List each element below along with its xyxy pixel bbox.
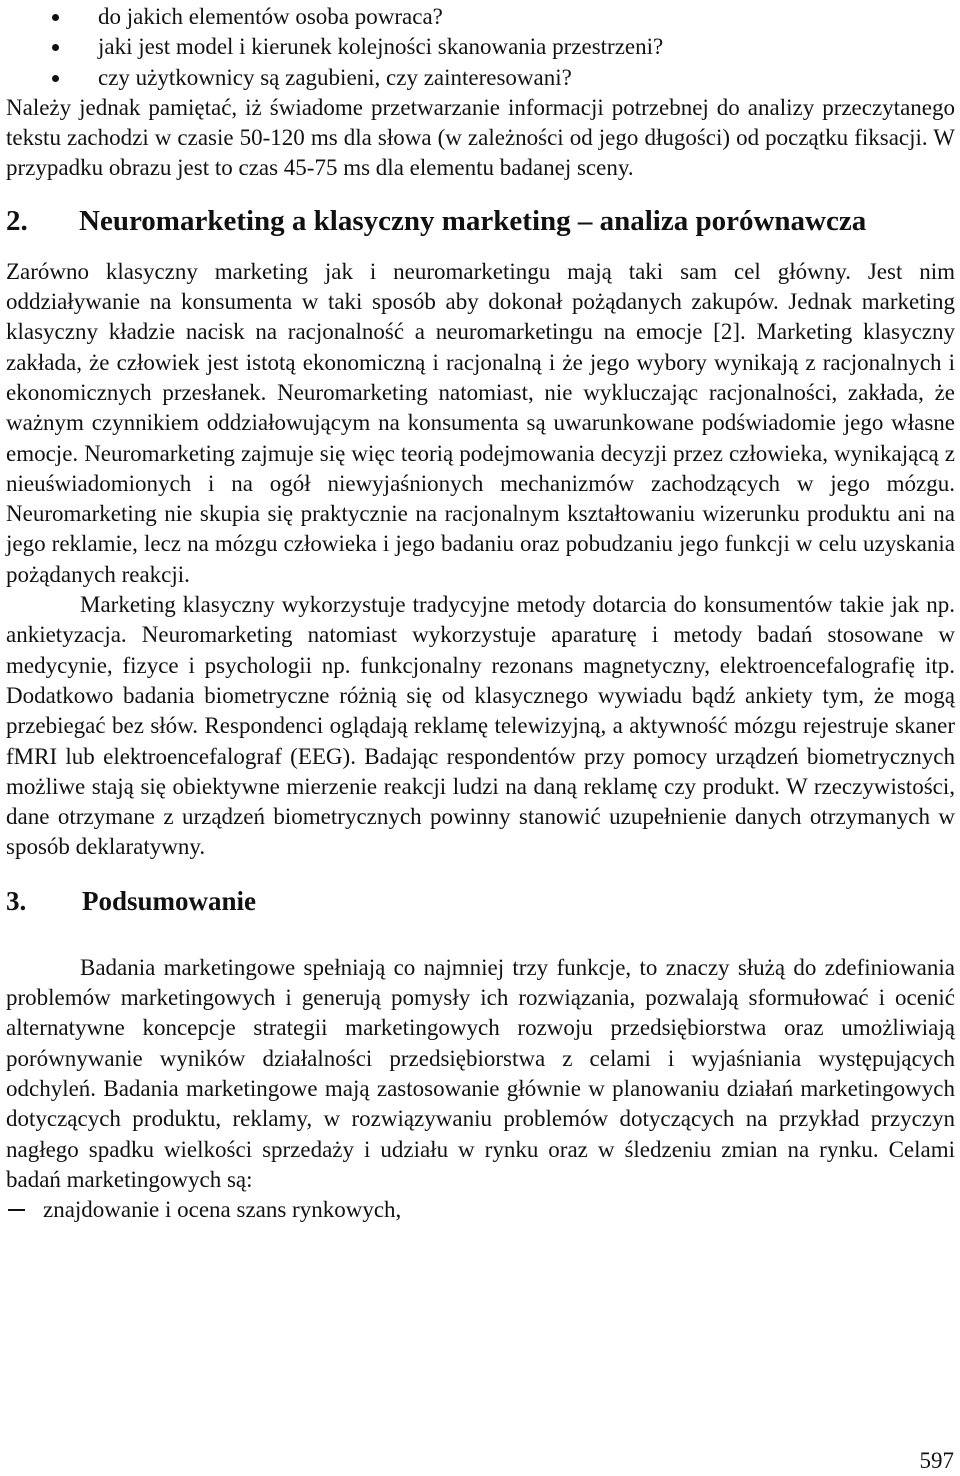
goals-dash-list [6,1195,955,1225]
page-number: 597 [919,1448,954,1473]
section-2-paragraph-2: Marketing klasyczny wykorzystuje tradycyjne metody dotarcia do konsumentów takie jak np. ankietyzacja. Neuromarketing natomiast wykorzystuje aparaturę i metody badań stosowane w medycynie, fizyce i psychologii np. funkcjonalny rezonans magnetyczny, elektroencefalografię itp. Dodatkowo badania biometryczne różnią się od klasycznego wywiadu bądź ankiety tym, że mogą przebiegać bez słów. Respondenci oglądają reklamę telewizyjną, a aktywność mózgu rejestruje skaner fMRI lub elektroencefalograf (EEG). Badając respondentów przy pomocy urządzeń biometrycznych możliwe stają się obiektywne mierzenie reakcji ludzi na daną reklamę czy produkt. W rzeczywistości, dane otrzymane z urządzeń biometrycznych powinny stanowić uzupełnienie danych otrzymanych w sposób deklaratywny. [6,592,955,860]
question-bullet-list [6,2,955,93]
bullet-item: jaki jest model i kierunek kolejności skanowania przestrzeni? [6,32,955,62]
bullet-item: czy użytkownicy są zagubieni, czy zainteresowani? [6,63,955,93]
bullet-dot-icon [52,44,59,51]
document-page [6,2,955,1225]
bullet-dot-icon [52,14,59,21]
bullet-dot-icon [52,75,59,82]
section-3-title: Podsumowanie [82,885,257,916]
section-2-number: 2. [6,204,28,237]
dash-icon [8,1209,25,1211]
section-3-number: 3. [6,885,27,916]
section-3-paragraph: Badania marketingowe spełniają co najmniej trzy funkcje, to znaczy służą do zdefiniowania problemów marketingowych i generują pomysły ich rozwiązania, pozwalają sformułować i ocenić alternatywne koncepcje strategii marketingowych rozwoju przedsiębiorstwa oraz umożliwiają porównywanie wyników działalności przedsiębiorstwa z celami i wyjaśniania występujących odchyleń. Badania marketingowe mają zastosowanie głównie w planowaniu działań marketingowych dotyczących produktu, reklamy, w rozwiązywaniu problemów dotyczących na przykład przyczyn nagłego spadku wielkości sprzedaży i udziału w rynku oraz w śledzeniu zmian na rynku. Celami badań marketingowych są: [6,954,955,1192]
section-3-heading [6,884,955,918]
intro-paragraph: Należy jednak pamiętać, iż świadome przetwarzanie informacji potrzebnej do analizy przeczytanego tekstu zachodzi w czasie 50-120 ms dla słowa (w zależności od jego długości) od początku fiksacji. W przypadku obrazu jest to czas 45-75 ms dla elementu badanej sceny. [6,94,955,181]
section-2-paragraph-1: Zarówno klasyczny marketing jak i neuromarketingu mają taki sam cel główny. Jest nim oddziaływanie na konsumenta w taki sposób aby dokonał pożądanych zakupów. Jednak marketing klasyczny kładzie nacisk na racjonalność a neuromarketingu na emocje [2]. Marketing klasyczny zakłada, że człowiek jest istotą ekonomiczną i racjonalną i że jego wybory wynikają z racjonalnych i ekonomicznych przesłanek. Neuromarketing natomiast, nie wykluczając racjonalności, zakłada, że ważnym czynnikiem oddziałowującym na konsumenta są uwarunkowane podświadomie jego własne emocje. Neuromarketing zajmuje się więc teorią podejmowania decyzji przez człowieka, wynikającą z nieuświadomionych i na ogół niewyjaśnionych mechanizmów zachodzących w jego mózgu. Neuromarketing nie skupia się praktycznie na racjonalnym kształtowaniu wizerunku produktu ani na jego reklamie, lecz na mózgu człowieka i jego badaniu oraz pobudzaniu jego funkcji w celu uzyskania pożądanych reakcji. [6,258,955,587]
section-2-heading [6,203,955,239]
bullet-item: do jakich elementów osoba powraca? [6,2,955,32]
section-2-title: Neuromarketing a klasyczny marketing – analiza porównawcza [79,204,867,237]
list-item: znajdowanie i ocena szans rynkowych, [6,1195,955,1225]
